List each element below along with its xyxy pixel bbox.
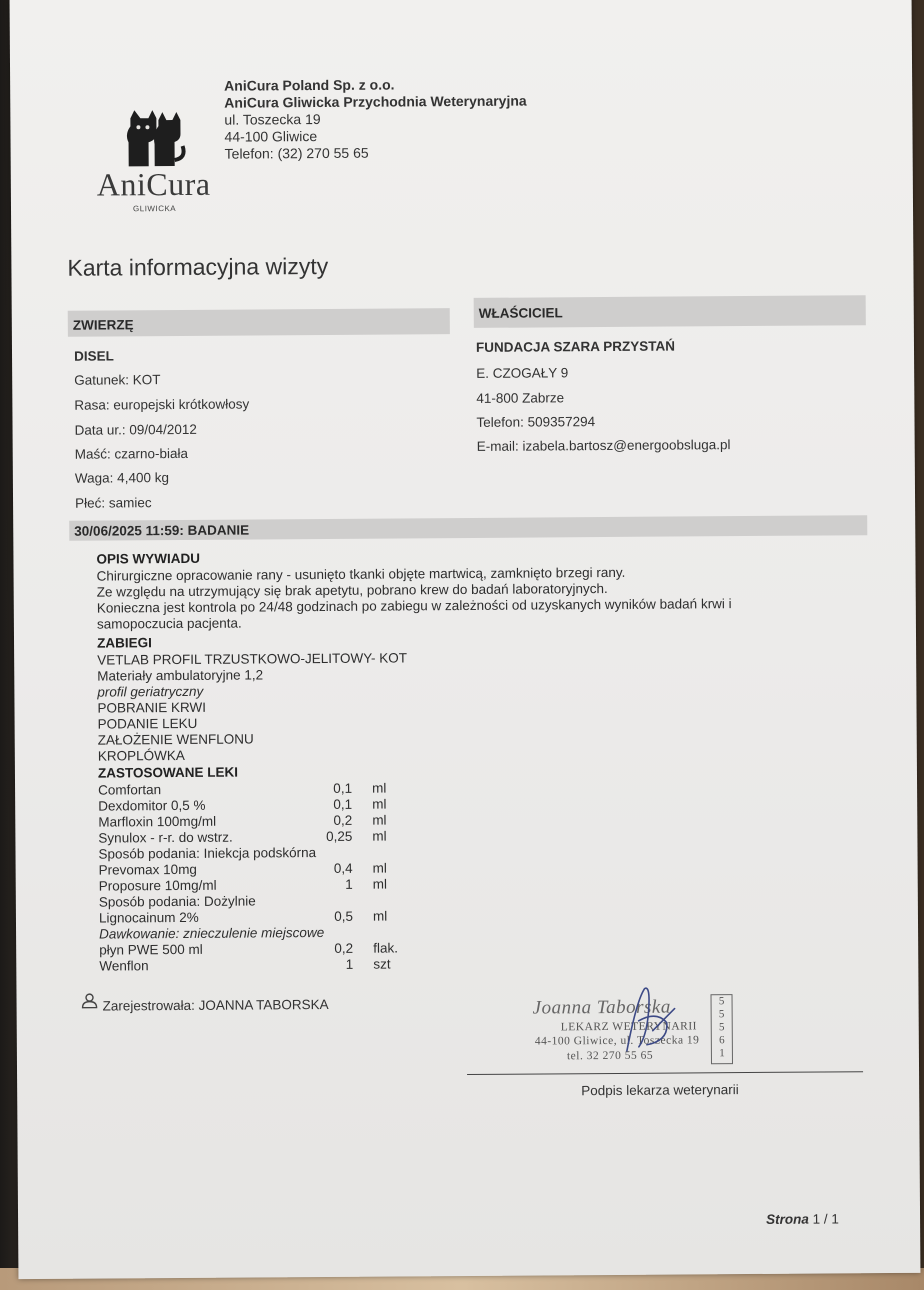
document-page	[10, 0, 921, 1279]
clinic-street: ul. Toszecka 19	[224, 110, 321, 128]
meds-table	[98, 780, 439, 974]
procedure-item: PODANIE LEKU	[97, 715, 198, 732]
procedures-list	[97, 650, 408, 764]
animal-sex: Płeć: samiec	[75, 495, 152, 511]
stamp-phone: tel. 32 270 55 65	[566, 1049, 654, 1063]
procedure-item: profil geriatryczny	[97, 683, 204, 700]
med-name: Prevomax 10mg	[98, 861, 197, 878]
procedure-item: POBRANIE KRWI	[97, 699, 207, 716]
stamp-role: LEKARZ WETERYNARII	[560, 1020, 698, 1034]
page-current: 1	[812, 1211, 821, 1227]
stamp-digit: 1	[719, 1047, 725, 1060]
med-route: Sposób podania: Dożylnie	[98, 893, 256, 910]
stamp-digit: 5	[718, 1021, 725, 1034]
history-title: OPIS WYWIADU	[96, 550, 201, 567]
owner-name: FUNDACJA SZARA PRZYSTAŃ	[475, 338, 676, 355]
clinic-company: AniCura Poland Sp. z o.o.	[224, 76, 395, 94]
signature-line	[467, 1071, 863, 1075]
clinic-phone: Telefon: (32) 270 55 65	[224, 144, 369, 162]
stamp-name: Joanna Taborska	[532, 996, 671, 1019]
owner-phone: Telefon: 509357294	[476, 414, 596, 430]
logo-subtitle: GLIWICKA	[132, 204, 177, 214]
animal-species: Gatunek: KOT	[74, 372, 161, 388]
med-unit: flak.	[373, 940, 398, 956]
med-qty: 0,4	[333, 860, 353, 876]
history-line: samopoczucia pacjenta.	[96, 615, 242, 632]
med-qty: 1	[345, 956, 354, 972]
page-title: Karta informacyjna wizyty	[67, 252, 329, 281]
med-qty: 0,2	[334, 940, 354, 956]
visit-section-header: 30/06/2025 11:59: BADANIE	[69, 515, 867, 541]
med-unit: ml	[372, 828, 387, 844]
logo-brand: AniCura	[96, 165, 211, 203]
clinic-header	[224, 76, 527, 163]
owner-email: E-mail: izabela.bartosz@energoobsluga.pl	[476, 437, 731, 454]
stamp-digit: 6	[719, 1034, 725, 1047]
page-total: / 1	[823, 1211, 839, 1227]
stamp-digit: 5	[718, 1008, 725, 1021]
animal-weight: Waga: 4,400 kg	[74, 470, 170, 486]
med-dosage: Dawkowanie: znieczulenie miejscowe	[99, 924, 325, 942]
med-unit: ml	[372, 908, 388, 924]
page-number	[766, 1211, 839, 1227]
med-unit: ml	[372, 860, 387, 876]
owner-street: E. CZOGAŁY 9	[476, 365, 569, 381]
registered-by: Zarejestrowała: JOANNA TABORSKA	[102, 996, 329, 1014]
page-label: Strona	[766, 1211, 809, 1227]
med-name: Comfortan	[98, 782, 162, 798]
procedure-item: ZAŁOŻENIE WENFLONU	[97, 731, 254, 748]
clinic-name: AniCura Gliwicka Przychodnia Weterynaryjna	[224, 92, 527, 111]
med-qty: 0,1	[333, 796, 353, 812]
med-unit: ml	[372, 780, 387, 796]
history-line: Ze względu na utrzymujący się brak apetytu, pobrano krew do badań laboratoryjnych.	[96, 581, 608, 600]
user-icon	[80, 993, 98, 1009]
animal-name: DISEL	[73, 348, 114, 364]
med-qty: 0,1	[333, 780, 353, 796]
med-unit: ml	[372, 796, 387, 812]
owner-city: 41-800 Zabrze	[476, 390, 565, 406]
animal-breed: Rasa: europejski krótkowłosy	[74, 396, 250, 413]
med-name: Dexdomitor 0,5 %	[98, 797, 206, 814]
history-line: Chirurgiczne opracowanie rany - usunięto tkanki objęte martwicą, zamknięto brzegi rany.	[96, 564, 626, 584]
stamp-digit: 5	[718, 995, 725, 1008]
med-qty: 0,25	[326, 828, 353, 844]
animal-color: Maść: czarno-biała	[74, 445, 189, 462]
procedures-title: ZABIEGI	[96, 635, 152, 651]
two-cats-logo-icon	[126, 110, 186, 168]
med-name: Proposure 10mg/ml	[98, 877, 217, 894]
meds-title: ZASTOSOWANE LEKI	[97, 764, 239, 781]
med-name: Lignocainum 2%	[98, 909, 199, 926]
med-name: Synulox - r-r. do wstrz.	[98, 829, 233, 846]
med-row	[99, 956, 439, 974]
med-name: Wenflon	[99, 958, 149, 974]
procedure-item: KROPLÓWKA	[97, 747, 185, 764]
animal-section-header: ZWIERZĘ	[68, 308, 450, 337]
signature-label: Podpis lekarza weterynarii	[581, 1082, 739, 1099]
procedure-item: Materiały ambulatoryjne 1,2	[97, 667, 264, 684]
handwritten-signature	[616, 980, 687, 1060]
clinic-city: 44-100 Gliwice	[224, 128, 318, 145]
stamp-address: 44-100 Gliwice, ul. Toszecka 19	[534, 1034, 700, 1048]
med-route: Sposób podania: Iniekcja podskórna	[98, 845, 317, 862]
owner-section-header: WŁAŚCICIEL	[474, 295, 866, 328]
med-qty: 0,5	[334, 908, 354, 924]
stamp-number	[711, 994, 733, 1064]
history-text	[97, 564, 732, 632]
med-unit: ml	[372, 876, 388, 892]
history-line: Konieczna jest kontrola po 24/48 godzinach po zabiegu w zależności od uzyskanych wyników badań krwi i	[96, 596, 732, 616]
med-name: Marfloxin 100mg/ml	[98, 813, 217, 830]
procedure-item: VETLAB PROFIL TRZUSTKOWO-JELITOWY- KOT	[97, 650, 408, 668]
med-qty: 1	[345, 876, 353, 892]
med-unit: szt	[373, 956, 391, 972]
animal-dob: Data ur.: 09/04/2012	[74, 421, 197, 438]
med-name: płyn PWE 500 ml	[99, 941, 203, 958]
med-unit: ml	[372, 812, 387, 828]
med-qty: 0,2	[333, 812, 353, 828]
